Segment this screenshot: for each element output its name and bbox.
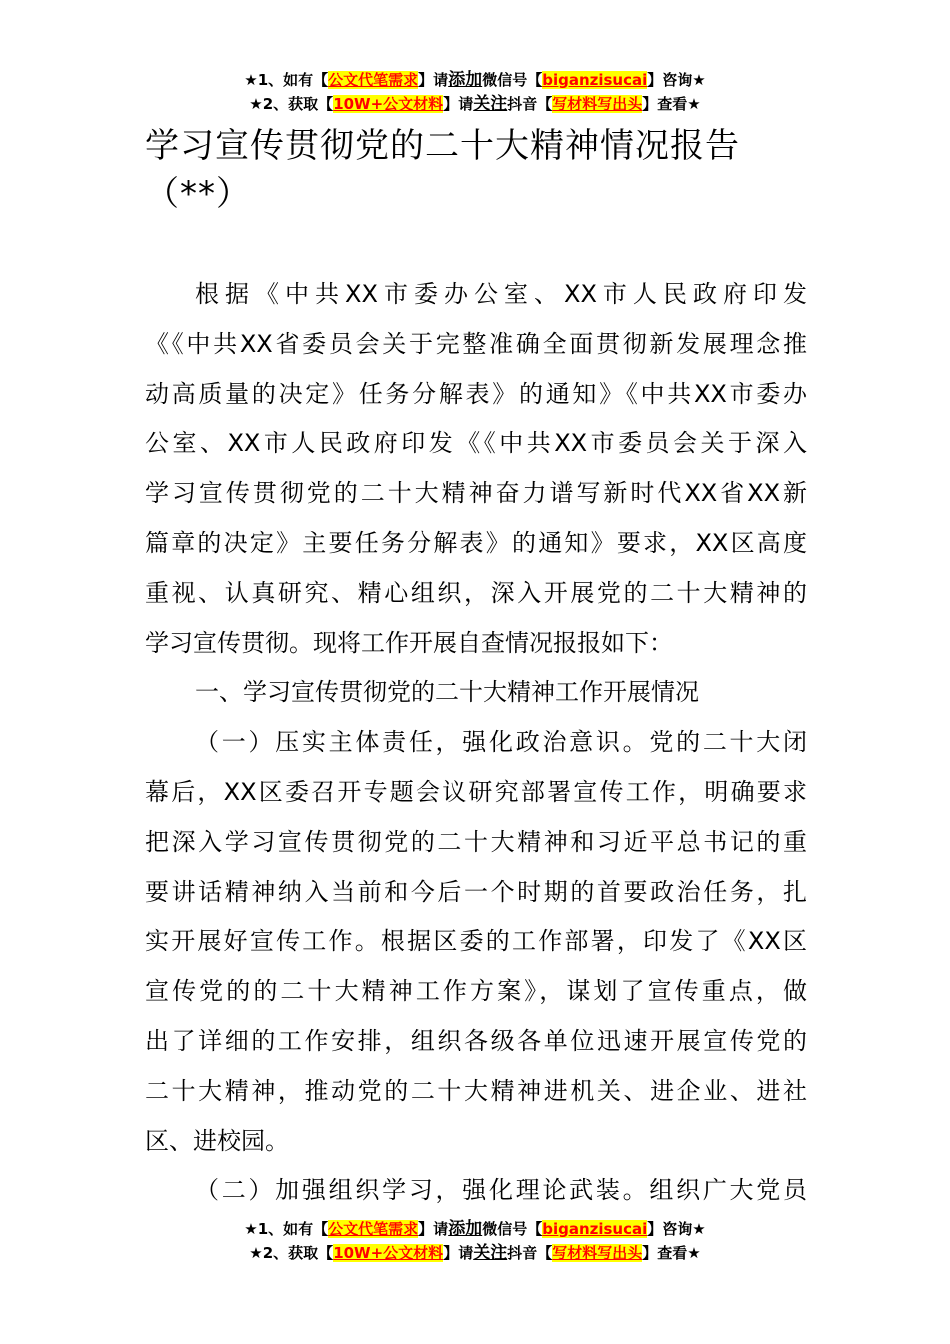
banner-highlight: biganzisucai — [542, 1220, 648, 1238]
body-line: 二十大精神，推动党的二十大精神进机关、进企业、进社 — [145, 1076, 807, 1105]
promo-banner-bottom-1 — [0, 1217, 950, 1241]
banner-highlight: 10W+公文材料 — [333, 95, 444, 113]
banner-highlight: 公文代笔需求 — [328, 1220, 419, 1238]
body-line: 把深入学习宣传贯彻党的二十大精神和习近平总书记的重 — [145, 827, 807, 856]
body-line: 重视、认真研究、精心组织，深入开展党的二十大精神的 — [145, 578, 807, 607]
banner-text: 】请 — [443, 95, 474, 113]
body-line: 篇章的决定》主要任务分解表》的通知》要求，XX区高度 — [145, 528, 807, 557]
banner-highlight: biganzisucai — [542, 71, 648, 89]
banner-text: ★2、获取【 — [249, 95, 334, 113]
body-line: 动高质量的决定》任务分解表》的通知》《中共XX市委办 — [145, 379, 807, 408]
body-line: 学习宣传贯彻党的二十大精神奋力谱写新时代XX省XX新 — [145, 479, 807, 508]
banner-highlight: 写材料写出头 — [552, 1244, 643, 1262]
body-line: 实开展好宣传工作。根据区委的工作部署，印发了《XX区 — [145, 927, 807, 956]
body-line: 公室、XX市人民政府印发《《中共XX市委员会关于深入 — [145, 429, 807, 458]
promo-banner-top-2 — [0, 92, 950, 116]
banner-emphasis: 添加 — [448, 1219, 483, 1239]
body-line: （一）压实主体责任，强化政治意识。党的二十大闭 — [195, 728, 807, 757]
banner-text: 抖音【 — [507, 95, 553, 113]
body-line: 幕后，XX区委召开专题会议研究部署宣传工作，明确要求 — [145, 777, 807, 806]
banner-text: 】查看★ — [642, 1244, 701, 1262]
banner-text: 】咨询★ — [647, 71, 706, 89]
banner-text: 微信号【 — [482, 71, 543, 89]
banner-text: 】请 — [418, 71, 449, 89]
body-line: （二）加强组织学习，强化理论武装。组织广大党员 — [195, 1176, 807, 1205]
banner-text: ★1、如有【 — [244, 1220, 329, 1238]
document-title: 学习宣传贯彻党的二十大精神情况报告（**） — [145, 126, 740, 214]
banner-emphasis: 关注 — [473, 1243, 508, 1263]
body-line: 出了详细的工作安排，组织各级各单位迅速开展宣传党的 — [145, 1026, 807, 1055]
body-line: 宣传党的的二十大精神工作方案》，谋划了宣传重点，做 — [145, 977, 807, 1006]
banner-text: 】请 — [418, 1220, 449, 1238]
banner-text: ★2、获取【 — [249, 1244, 334, 1262]
section-heading: 一、学习宣传贯彻党的二十大精神工作开展情况 — [195, 678, 699, 707]
banner-text: 】咨询★ — [647, 1220, 706, 1238]
body-line: 《《中共XX省委员会关于完整准确全面贯彻新发展理念推 — [145, 329, 807, 358]
banner-text: ★1、如有【 — [244, 71, 329, 89]
body-line: 根据《中共XX市委办公室、XX市人民政府印发 — [195, 280, 807, 308]
promo-banner-bottom-2 — [0, 1241, 950, 1265]
promo-banner-top-1 — [0, 68, 950, 92]
banner-emphasis: 添加 — [448, 70, 483, 90]
banner-highlight: 10W+公文材料 — [333, 1244, 444, 1262]
banner-text: 】查看★ — [642, 95, 701, 113]
banner-emphasis: 关注 — [473, 94, 508, 114]
banner-text: 抖音【 — [507, 1244, 553, 1262]
body-line: 区、进校园。 — [145, 1126, 289, 1155]
banner-text: 】请 — [443, 1244, 474, 1262]
banner-highlight: 写材料写出头 — [552, 95, 643, 113]
body-line: 要讲话精神纳入当前和今后一个时期的首要政治任务，扎 — [145, 877, 807, 906]
document-body — [145, 270, 807, 1216]
body-line: 学习宣传贯彻。现将工作开展自查情况报报如下： — [145, 628, 673, 657]
banner-text: 微信号【 — [482, 1220, 543, 1238]
banner-highlight: 公文代笔需求 — [328, 71, 419, 89]
